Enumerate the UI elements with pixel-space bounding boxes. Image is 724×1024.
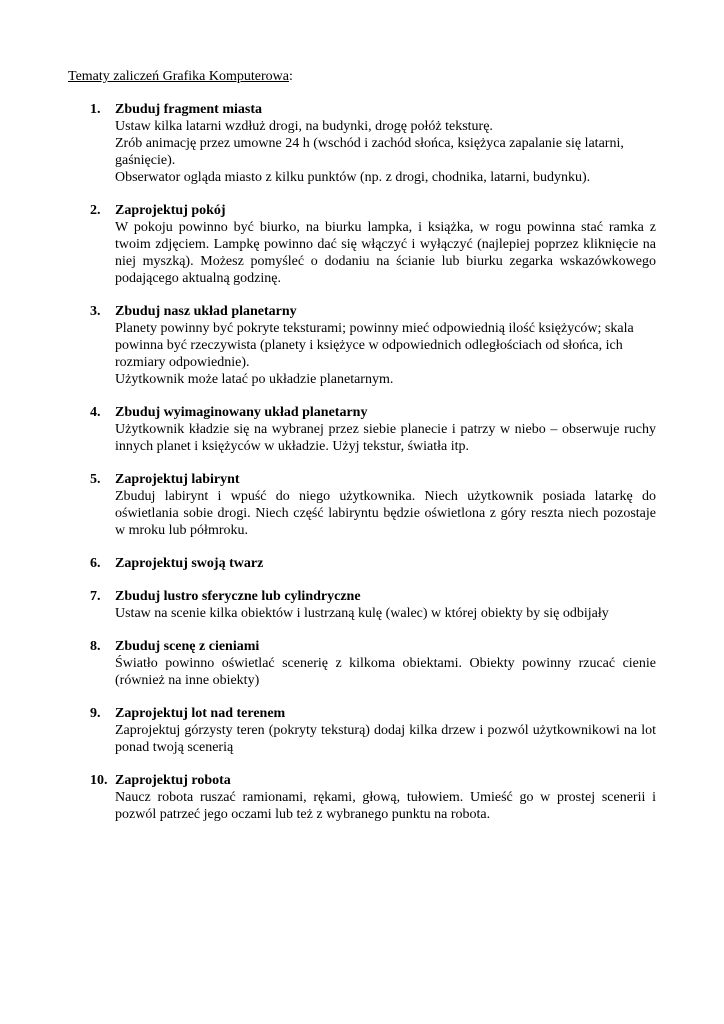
- topic-item-5: [90, 471, 656, 539]
- topic-heading: Zbuduj wyimaginowany układ planetarny: [115, 405, 368, 420]
- topic-text-line: Zrób animację przez umowne 24 h (wschód i zachód słońca, księżyca zapalanie się latarni, gaśnięcie).: [115, 136, 624, 168]
- topic-item-9: [90, 705, 656, 756]
- topic-text-line: Światło powinno oświetlać scenerię z kilkoma obiektami. Obiekty powinny rzucać cienie (również na inne obiekty): [115, 656, 656, 688]
- document-title-text: Tematy zaliczeń Grafika Komputerowa: [68, 69, 289, 84]
- topic-body: [115, 605, 656, 622]
- topic-body: [115, 219, 656, 287]
- topic-item-1: [90, 101, 656, 186]
- topic-body: [115, 320, 656, 388]
- topic-number: 2.: [90, 203, 101, 218]
- topic-text-line: Zbuduj labirynt i wpuść do niego użytkownika. Niech użytkownik posiada latarkę do oświetlania sobie drogi. Niech część labiryntu będzie oświetlona z góry reszta niech pozostaje w mroku lub półmroku.: [115, 489, 656, 538]
- topic-number: 10.: [90, 773, 108, 788]
- topic-heading: Zaprojektuj swoją twarz: [115, 556, 264, 571]
- topic-text-line: Zaprojektuj górzysty teren (pokryty teksturą) dodaj kilka drzew i pozwól użytkownikowi na lot ponad twoją scenerią: [115, 723, 656, 755]
- topic-text-line: Ustaw na scenie kilka obiektów i lustrzaną kulę (walec) w której obiekty by się odbijały: [115, 606, 609, 621]
- topic-body: [115, 488, 656, 539]
- topic-heading: Zaprojektuj pokój: [115, 203, 226, 218]
- topic-text-line: Planety powinny być pokryte teksturami; powinny mieć odpowiednią ilość księżyców; skala powinna być rzeczywista (planety i księżyce w odpowiednich odległościach od słońca, ich rozmiary odpowiednie).: [115, 321, 634, 370]
- topic-number: 9.: [90, 706, 101, 721]
- topic-heading: Zaprojektuj labirynt: [115, 472, 240, 487]
- topic-item-8: [90, 638, 656, 689]
- document-title: [68, 68, 293, 85]
- topic-number: 1.: [90, 102, 101, 117]
- topic-number: 6.: [90, 556, 101, 571]
- topic-text-line: Naucz robota ruszać ramionami, rękami, głową, tułowiem. Umieść go w prostej scenerii i pozwól patrzeć jego oczami lub też z wybranego punktu na robota.: [115, 790, 656, 822]
- topic-number: 4.: [90, 405, 101, 420]
- topic-body: [115, 789, 656, 823]
- topic-body: [115, 421, 656, 455]
- topic-heading: Zaprojektuj lot nad terenem: [115, 706, 286, 721]
- topic-text-line: Ustaw kilka latarni wzdłuż drogi, na budynki, drogę połóż teksturę.: [115, 119, 493, 134]
- topic-body: [115, 722, 656, 756]
- topic-item-7: [90, 588, 656, 622]
- topic-item-10: [90, 772, 656, 823]
- topic-item-6: [90, 555, 656, 572]
- topic-item-4: [90, 404, 656, 455]
- topic-number: 7.: [90, 589, 101, 604]
- topic-list: [90, 101, 656, 839]
- topic-number: 3.: [90, 304, 101, 319]
- topic-heading: Zbuduj scenę z cieniami: [115, 639, 260, 654]
- topic-body: [115, 118, 656, 186]
- topic-heading: Zbuduj nasz układ planetarny: [115, 304, 297, 319]
- topic-heading: Zbuduj fragment miasta: [115, 102, 263, 117]
- topic-number: 5.: [90, 472, 101, 487]
- document-title-colon: :: [288, 69, 293, 84]
- topic-text-line: W pokoju powinno być biurko, na biurku lampka, i książka, w rogu powinna stać ramka z twoim zdjęciem. Lampkę powinno dać się włączyć i wyłączyć (najlepiej poprzez kliknięcie na niej myszką). Możesz pomyśleć o dodaniu na ścianie lub biurku zegarka wskazówkowego podającego aktualną godzinę.: [115, 220, 656, 286]
- topic-item-2: [90, 202, 656, 287]
- topic-text-line: Użytkownik kładzie się na wybranej przez siebie planecie i patrzy w niebo – obserwuje ruchy innych planet i księżyców w układzie. Użyj tekstur, światła itp.: [115, 422, 656, 454]
- topic-heading: Zaprojektuj robota: [115, 773, 231, 788]
- topic-heading: Zbuduj lustro sferyczne lub cylindryczne: [115, 589, 361, 604]
- topic-item-3: [90, 303, 656, 388]
- topic-text-line: Użytkownik może latać po układzie planetarnym.: [115, 372, 394, 387]
- topic-number: 8.: [90, 639, 101, 654]
- topic-text-line: Obserwator ogląda miasto z kilku punktów (np. z drogi, chodnika, latarni, budynku).: [115, 170, 591, 185]
- topic-body: [115, 655, 656, 689]
